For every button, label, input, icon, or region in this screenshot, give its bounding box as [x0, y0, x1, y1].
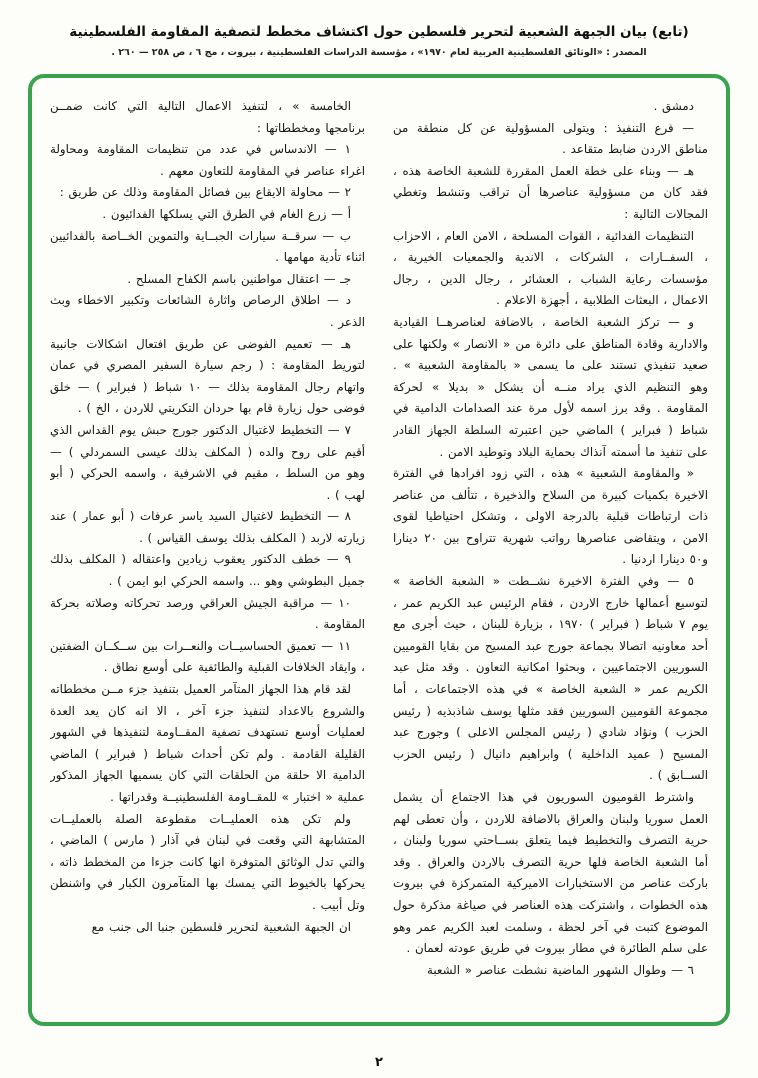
paragraph: لقد قام هذا الجهاز المتآمر العميل بتنفيذ جزء مــن مخططاته والشروع بالاعداد لتنفيذ جزء آخر ، الا انه كان يعد العدة لعمليات أوسع تستهدف تصفية المقــاومة لتنفيذها في الشهور القليلة القادمة . ولم تكن أحداث شباط ( فبراير ) الماضي الدامية الا حلقة من الحلقات التي كان يسميها الجهاز المذكور عملية « اختبار » للمقــاومة الفلسطينيــة وقدراتها .: [50, 682, 365, 804]
paragraph: هـ — وبناء على خطة العمل المقررة للشعبة الخاصة هذه ، فقد كان من مسؤولية عناصرها أن تراقب وتنشط وتغطي المجالات التالية :: [393, 163, 708, 221]
paragraph: هـ — تعميم الفوضى عن طريق افتعال اشكالات جانبية لتوريط المقاومة : ( رجم سيارة السفير المصري في عمان واتهام رجال المقاومة بذلك — ١٠ شباط ( فبراير ) — خلق فوضى حول زيارة قام بها حردان التكريتي للاردن ، الخ ) .: [50, 336, 365, 416]
paragraph: ٥ — وفي الفترة الاخيرة نشــطت « الشعبة الخاصة » لتوسيع أعمالها خارج الاردن ، فقام الرئيس عبد الكريم عمر ، يوم ٧ شباط ( فبراير ) ١٩٧٠ ، بزيارة للبنان ، حيث أجرى مع أحد معاونيه اتصالا بجماعة جورج عبد المسيح من بقايا القوميين السوريين الاجتماعيين ، وبحثوا امكانية التعاون . وقد مثل عبد الكريم عمر « الشعبة الخاصة » في هذه الاجتماعات ، أما مجموعة القوميين السوريين فقد مثلها يوسف شاذبذيه ( رئيس الحزب ) ونؤاد شادي ( رئيس المجلس الاعلى ) وجورج عبد المسيح ( عميد الداخلية ) وابراهيم دانيال ( رئيس الحزب الســابق ) .: [393, 574, 708, 783]
paragraph: أ — زرع الغام في الطرق التي يسلكها الفدائيون .: [102, 206, 351, 221]
paragraph: « والمقاومة الشعبية » هذه ، التي زود افرادها في الفترة الاخيرة بكميات كبيرة من السلاح والذخيرة ، تتألف من عناصر ذات ارتباطات قبلية بالدرجة الاولى ، وتشكل احتياطيا لقوى الامن ، ويتقاضى عناصرها رواتب شهرية تتراوح بين ٢٠ دينارا و٥٠ دينارا اردنيا .: [393, 466, 708, 567]
paragraph: ٧ — التخطيط لاغتيال الدكتور جورج حبش يوم القداس الذي أقيم على روح والده ( المكلف بذلك عيسى السمردلي ) — وهو من السلط ، مقيم في الاشرفية ، واسمه الحركي ( أبو لهب ) .: [50, 422, 365, 502]
page-title: (تابع) بيان الجبهة الشعبية لتحرير فلسطين حول اكتشاف مخطط لتصفية المقاومة الفلسطينية: [69, 24, 689, 40]
paragraph: ولم تكن هذه العمليــات مقطوعة الصلة بالعمليــات المتشابهة التي وقعت في لبنان في آذار ( مارس ) الماضي ، والتي تدل الوثائق المتوفرة انها كانت جزءا من المخطط ذاته ، يحركها بالخيوط التي يمسك بها المتآمرون الكبار في واشنطن وتل أبيب .: [50, 811, 365, 912]
paragraph: ٢ — محاولة الايقاع بين فصائل المقاومة وذلك عن طريق :: [59, 185, 351, 200]
paragraph: ٦ — وطوال الشهور الماضية نشطت عناصر « الشعبة: [427, 962, 694, 977]
page-number: ٢: [375, 1055, 383, 1070]
paragraph: الخامسة » ، لتنفيذ الاعمال التالية التي كانت ضمــن برنامجها ومخططاتها :: [50, 99, 365, 135]
paragraph: دمشق .: [653, 99, 694, 113]
paragraph: واشترط القوميون السوريون في هذا الاجتماع أن يشمل العمل سوريا ولبنان والعراق بالاضافة للاردن ، وأن تعطى لهم حرية التصرف والتخطيط فيما يتعلق بســاحتي سوريا ولبنان ، أما الشعبة الخاصة فلها حرية التصرف بالاردن والعراق . وقد باركت عناصر من الاستخبارات الاميركية المتمركزة في بيروت هذه الخطوات ، واشتركت هذه العناصر في صياغة مذكرة حول الموضوع كتبت في آخر لحظة ، وسلمت لعبد الكريم عمر وهو على سلم الطائرة في مطار بيروت في طريق عودته لعمان .: [393, 790, 708, 956]
paragraph: ب — سرقــة سيارات الجبــاية والتموين الخــاصة بالفدائيين اثناء تأدية مهامها .: [50, 228, 365, 265]
column-left: [50, 96, 365, 1010]
paragraph: ٨ — التخطيط لاغتيال السيد ياسر عرفات ( أبو عمار ) عند زيارته لاربد ( المكلف بذلك يوسف القياس ) .: [50, 509, 365, 545]
paragraph: ٩ — خطف الدكتور يعقوب زيادين واعتقاله ( المكلف بذلك جميل البطوشي وهو ... واسمه الحركي ابو ايمن ) .: [50, 552, 365, 589]
paragraph: و — تركز الشعبة الخاصة ، بالاضافة لعناصرهــا القيادية والادارية وقادة المناطق على دائرة من « الانصار » ولكنها على صعيد تنفيذي تستند على ما يسمى « بالمقاومة الشعبية » . وهو التنظيم الذي يراد منــه أن يشكل « بديلا » لحركة المقاومة . وقد برز اسمه لأول مرة عند الصدامات الدامية في شباط ( فبراير ) الماضي حين اعتبرته السلطة الجهاز القادر على تنفيذ ما أسمته آنذاك بحماية البلاد وتوطيد الامن .: [393, 314, 708, 459]
paragraph: التنظيمات الفدائية ، القوات المسلحة ، الامن العام ، الاحزاب ، السفــارات ، الشركات ، الاندية والجمعيات الخيرية ، مؤسسات رعاية الشباب ، العشائر ، رجال الدين ، رجال الاعمال ، البعثات الطلابية ، أجهزة الاعلام .: [393, 228, 708, 308]
paragraph: ١ — الاندساس في عدد من تنظيمات المقاومة ومحاولة اغراء عناصر في المقاومة للتعاون معهم .: [50, 142, 365, 178]
paragraph: ١٠ — مراقبة الجيش العراقي ورصد تحركاته وصلاته بحركة المقاومة .: [50, 595, 365, 632]
text-columns: [50, 96, 708, 1010]
paragraph: ١١ — تعميق الحساسيــات والنعــرات بين ســكــان الضفتين ، وايقاد الخلافات القبلية والطائفية على أوسع نطاق .: [50, 638, 365, 675]
document-header: [0, 0, 758, 58]
column-right: [393, 96, 708, 1010]
paragraph: — فرع التنفيذ : ويتولى المسؤولية عن كل منطقة من مناطق الاردن ضابط متقاعد .: [393, 120, 708, 157]
paragraph: د — اطلاق الرصاص واثارة الشائعات وتكبير الاخطاء وبث الذعر .: [50, 293, 365, 329]
paragraph: ان الجبهة الشعبية لتحرير فلسطين جنبا الى جنب مع: [91, 919, 351, 934]
source-line: المصدر : «الوثائق الفلسطينية العربية لعام ١٩٧٠» ، مؤسسة الدراسات الفلسطينية ، بيروت ، مج ٦ ، ص ٢٥٨ — ٢٦٠ .: [111, 47, 647, 58]
green-border-frame: [28, 74, 730, 1026]
paragraph: جـ — اعتقال مواطنين باسم الكفاح المسلح .: [127, 271, 351, 286]
